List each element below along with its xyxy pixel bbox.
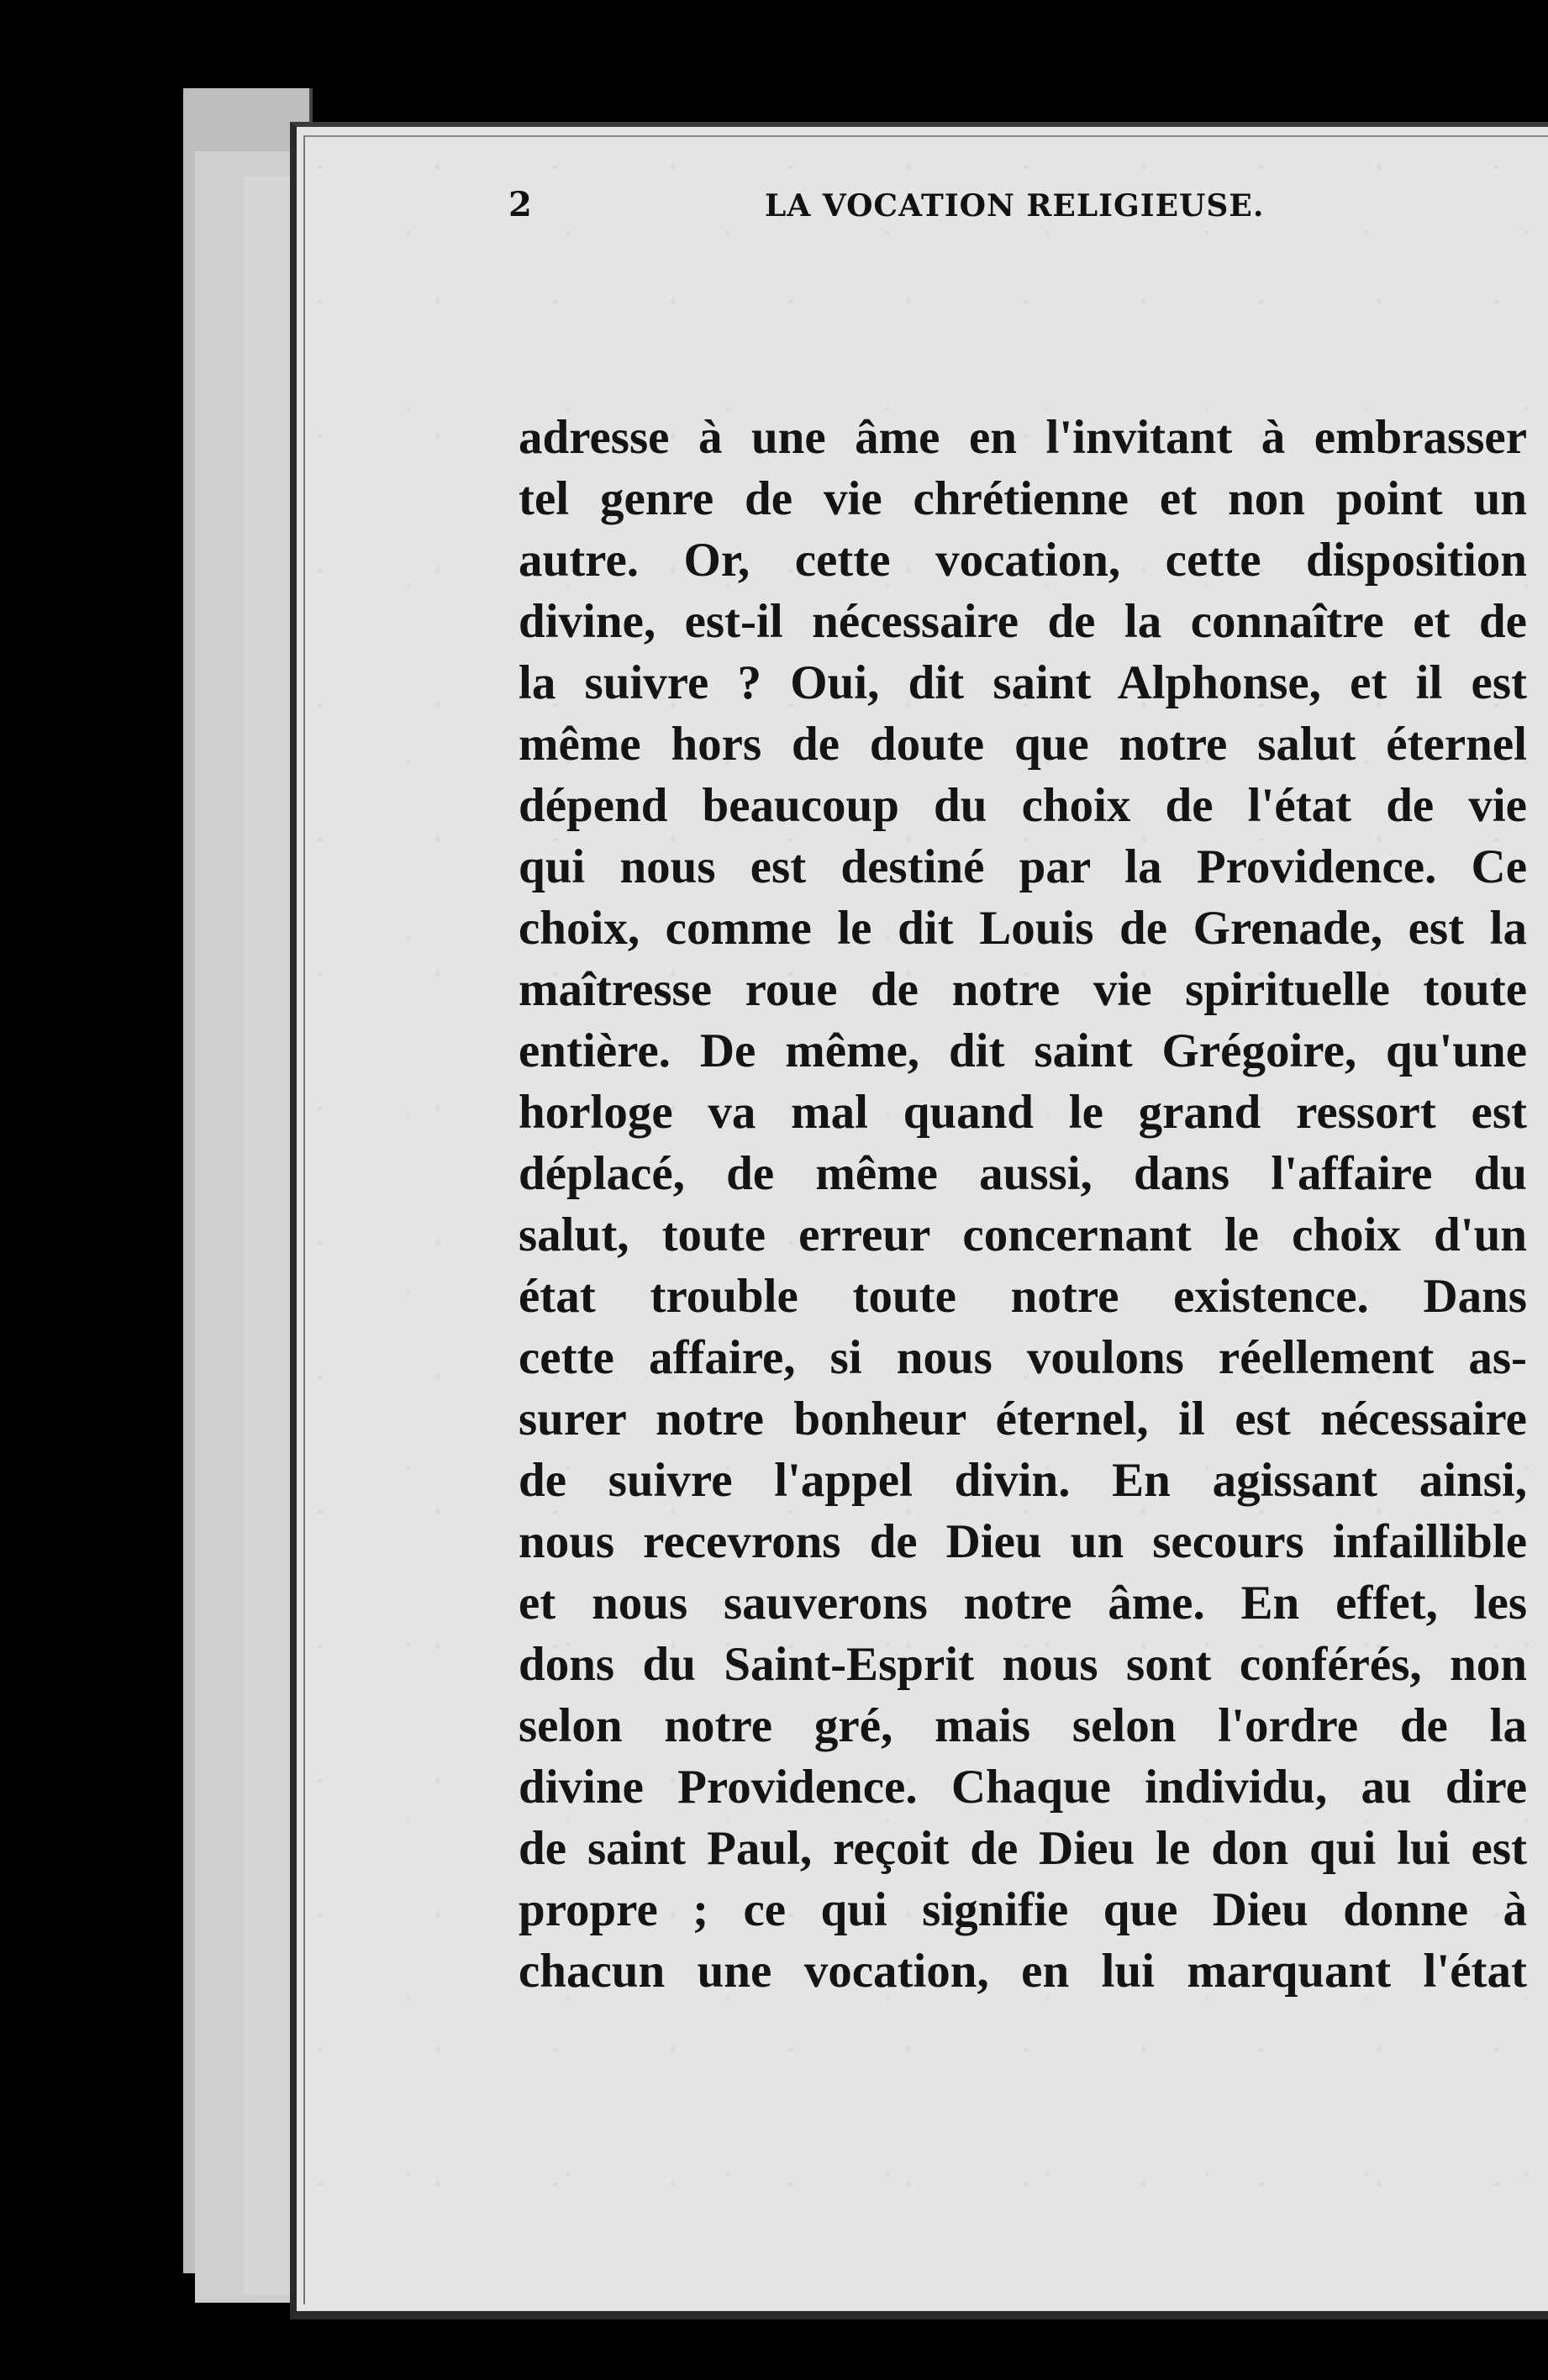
text-line: même hors de doute que notre salut éternel bbox=[519, 718, 1527, 771]
running-title: LA VOCATION RELIGIEUSE. bbox=[765, 188, 1265, 224]
text-line: entière. De même, dit saint Grégoire, qu'une bbox=[519, 1024, 1527, 1077]
text-line: et nous sauverons notre âme. En effet, les bbox=[519, 1577, 1527, 1630]
text-line: salut, toute erreur concernant le choix d'un bbox=[519, 1208, 1527, 1261]
page-number: 2 bbox=[508, 185, 533, 224]
text-line: la suivre ? Oui, dit saint Alphonse, et il est bbox=[519, 656, 1527, 709]
text-line: divine Providence. Chaque individu, au dire bbox=[519, 1761, 1527, 1814]
text-line: état trouble toute notre existence. Dans bbox=[519, 1270, 1527, 1323]
body-text bbox=[519, 407, 1527, 2002]
text-line: divine, est-il nécessaire de la connaître et de bbox=[519, 595, 1527, 648]
text-line: chacun une vocation, en lui marquant l'état bbox=[519, 1945, 1527, 1998]
text-line: choix, comme le dit Louis de Grenade, est la bbox=[519, 902, 1527, 955]
text-line: déplacé, de même aussi, dans l'affaire du bbox=[519, 1147, 1527, 1200]
text-line: selon notre gré, mais selon l'ordre de la bbox=[519, 1699, 1527, 1752]
text-line: autre. Or, cette vocation, cette disposition bbox=[519, 534, 1527, 587]
text-line: adresse à une âme en l'invitant à embrasser bbox=[519, 411, 1527, 464]
running-head bbox=[219, 185, 1546, 235]
text-line: cette affaire, si nous voulons réellement as- bbox=[519, 1331, 1527, 1384]
text-line: surer notre bonheur éternel, il est nécessaire bbox=[519, 1393, 1527, 1445]
text-line: maîtresse roue de notre vie spirituelle toute bbox=[519, 963, 1527, 1016]
text-line: de suivre l'appel divin. En agissant ainsi, bbox=[519, 1454, 1527, 1507]
text-line: horloge va mal quand le grand ressort est bbox=[519, 1086, 1527, 1139]
text-line: tel genre de vie chrétienne et non point un bbox=[519, 472, 1527, 525]
text-line: dépend beaucoup du choix de l'état de vie bbox=[519, 779, 1527, 832]
text-line: nous recevrons de Dieu un secours infaillible bbox=[519, 1515, 1527, 1568]
text-line: de saint Paul, reçoit de Dieu le don qui lui est bbox=[519, 1822, 1527, 1875]
text-line: dons du Saint-Esprit nous sont conférés, non bbox=[519, 1638, 1527, 1691]
text-line: qui nous est destiné par la Providence. Ce bbox=[519, 840, 1527, 893]
text-line: propre ; ce qui signifie que Dieu donne à bbox=[519, 1883, 1527, 1936]
